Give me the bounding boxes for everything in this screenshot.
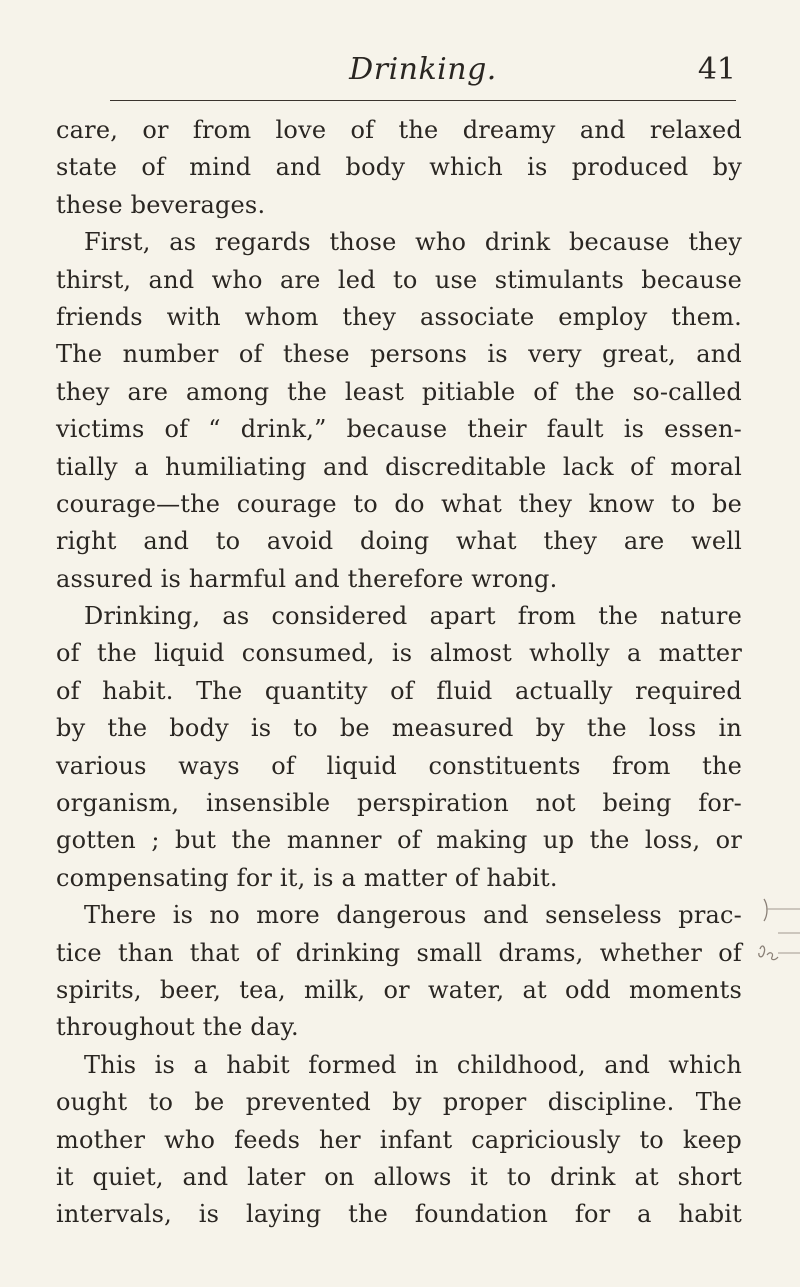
text-line: The number of these persons is very great, and — [56, 340, 742, 369]
text-line: tice than that of drinking small drams, whether of — [56, 938, 742, 967]
text-line: courage—the courage to do what they know to be — [56, 489, 742, 518]
body-text — [56, 112, 742, 1234]
text-line: of habit. The quantity of fluid actually required — [56, 676, 742, 705]
text-line: tially a humiliating and discreditable lack of moral — [56, 452, 742, 481]
text-line: it quiet, and later on allows it to drink at short — [56, 1162, 742, 1191]
text-line: by the body is to be measured by the loss in — [56, 714, 742, 743]
text-line: There is no more dangerous and senseless prac- — [84, 901, 742, 930]
text-line: throughout the day. — [56, 1013, 299, 1042]
margin-mark-stroke — [759, 946, 765, 957]
text-line: Drinking, as considered apart from the nature — [84, 602, 742, 631]
margin-mark-stroke — [767, 953, 778, 960]
text-line: these beverages. — [56, 190, 266, 219]
text-line: friends with whom they associate employ them. — [56, 302, 742, 331]
running-head — [110, 44, 736, 100]
text-line: gotten ; but the manner of making up the loss, or — [56, 826, 742, 855]
margin-mark-stroke — [764, 899, 767, 921]
text-line: they are among the least pitiable of the so-called — [56, 377, 742, 406]
running-title: Drinking. — [349, 52, 497, 87]
text-line: thirst, and who are led to use stimulants because — [56, 265, 742, 294]
text-line: of the liquid consumed, is almost wholly a matter — [56, 639, 742, 668]
text-line: various ways of liquid constituents from the — [56, 751, 742, 780]
margin-bleedthrough-marks — [748, 895, 800, 985]
text-line: right and to avoid doing what they are well — [56, 527, 742, 556]
text-line: This is a habit formed in childhood, and which — [84, 1050, 742, 1079]
margin-marks-graphic — [748, 895, 800, 985]
text-line: state of mind and body which is produced by — [56, 153, 742, 182]
page-number: 41 — [697, 52, 736, 87]
text-line: assured is harmful and therefore wrong. — [56, 564, 558, 593]
text-line: care, or from love of the dreamy and relaxed — [56, 116, 742, 144]
text-line: spirits, beer, tea, milk, or water, at odd moments — [56, 975, 742, 1004]
text-line: First, as regards those who drink because they — [84, 228, 742, 257]
text-line: victims of “ drink,” because their fault is essen- — [56, 415, 742, 444]
text-line: mother who feeds her infant capriciously to keep — [56, 1125, 742, 1154]
text-line: organism, insensible perspiration not being for- — [56, 789, 742, 818]
header-rule — [110, 100, 736, 101]
text-line: intervals, is laying the foundation for a habit — [56, 1200, 742, 1229]
text-line: ought to be prevented by proper discipline. The — [56, 1088, 742, 1117]
text-line: compensating for it, is a matter of habit. — [56, 863, 558, 892]
